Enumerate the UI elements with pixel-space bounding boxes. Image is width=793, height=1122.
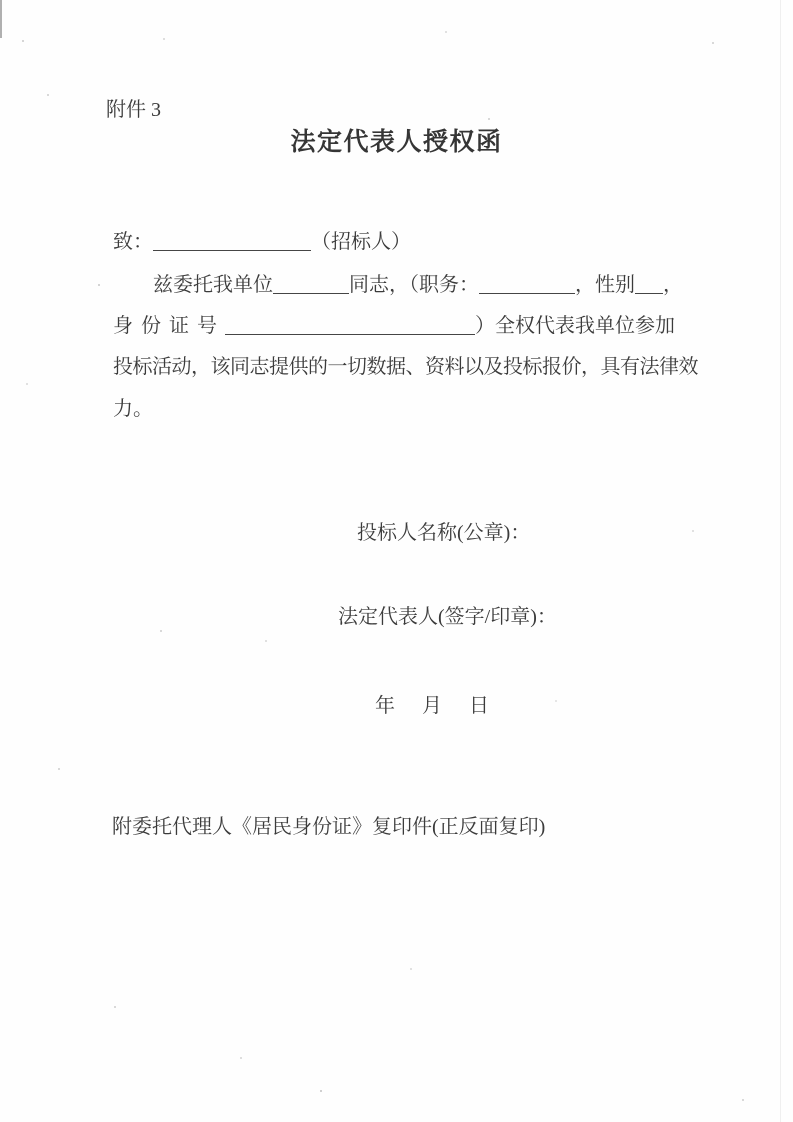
body-line-activities: 投标活动，该同志提供的一切数据、资料以及投标报价，具有法律效 (113, 356, 698, 378)
date-month-label: 月 (422, 695, 442, 717)
comrade-mid-text: 同志，（职务： (349, 274, 479, 296)
gender-mid-text: ，性别 (575, 274, 635, 296)
blank-position (479, 273, 575, 294)
scan-artifact-right-edge (780, 0, 781, 1122)
body-line-end: 力。 (113, 398, 153, 420)
date-year-label: 年 (375, 695, 395, 717)
document-title: 法定代表人授权函 (290, 129, 503, 156)
salutation-line (113, 227, 411, 256)
legal-representative-signature-label: 法定代表人(签字/印章)： (338, 606, 557, 628)
footnote-id-copy-note: 附委托代理人《居民身份证》复印件(正反面复印) (112, 816, 546, 838)
blank-delegate-name (273, 273, 349, 294)
id-suffix-text: ）全权代表我单位参加 (475, 315, 675, 337)
salutation-prefix: 致： (113, 231, 153, 253)
scan-artifact-left-edge (0, 0, 2, 38)
trailing-comma-text: ， (663, 274, 683, 296)
blank-tenderer-name (153, 230, 311, 251)
date-day-label: 日 (469, 695, 489, 717)
salutation-suffix: （招标人） (311, 231, 411, 253)
scan-noise-speckles (0, 0, 2, 2)
body-line-entrust (113, 270, 683, 299)
body-line-id (113, 311, 675, 340)
entrust-prefix-text: 兹委托我单位 (153, 274, 273, 296)
date-line (375, 692, 489, 720)
bidder-name-seal-label: 投标人名称(公章)： (357, 522, 531, 544)
blank-id-number (225, 314, 475, 335)
blank-gender (635, 273, 663, 294)
id-prefix-text: 身份证号 (113, 315, 225, 337)
attachment-label: 附件 3 (106, 99, 161, 121)
